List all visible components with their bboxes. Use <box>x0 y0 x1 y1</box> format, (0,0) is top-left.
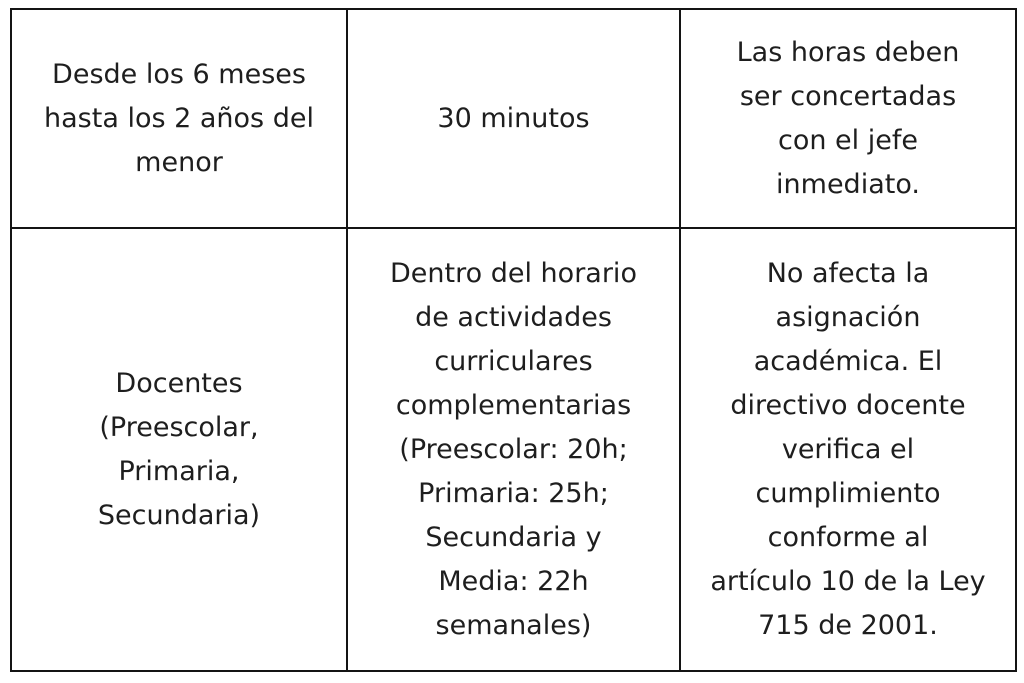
cell-text-line: Primaria, <box>118 455 240 487</box>
cell-duration <box>347 228 680 671</box>
cell-text-line: verifica el <box>781 433 915 465</box>
cell-text-line: Docentes <box>115 367 243 399</box>
cell-text-line: conforme al <box>767 521 929 553</box>
cell-notes <box>680 9 1016 228</box>
cell-text-line: 715 de 2001. <box>758 609 938 641</box>
cell-text-line: Dentro del horario <box>390 257 637 289</box>
cell-text-line: con el jefe <box>778 124 918 156</box>
table-row <box>11 9 1016 228</box>
cell-text-line: No afecta la <box>766 257 930 289</box>
cell-text-line: semanales) <box>435 609 592 641</box>
cell-text-line: ser concertadas <box>739 80 957 112</box>
table-row <box>11 228 1016 671</box>
cell-duration <box>347 9 680 228</box>
cell-text-line: Secundaria y <box>425 521 602 553</box>
cell-text-line: Secundaria) <box>97 499 261 531</box>
cell-text-line: Las horas deben <box>736 36 960 68</box>
cell-text-line: Media: 22h <box>438 565 589 597</box>
cell-text-line: artículo 10 de la Ley <box>710 565 986 597</box>
cell-text-line: Desde los 6 meses <box>52 58 306 90</box>
cell-text-line: cumplimiento <box>755 477 941 509</box>
cell-text-line: 30 minutos <box>437 102 590 134</box>
cell-text-line: curriculares <box>434 345 593 377</box>
cell-text-line: (Preescolar, <box>99 411 259 443</box>
cell-text-line: asignación <box>775 301 921 333</box>
schedule-table <box>10 8 1017 672</box>
cell-text-line: académica. El <box>753 345 943 377</box>
cell-period <box>11 9 347 228</box>
cell-text-line: directivo docente <box>730 389 966 421</box>
cell-text-line: Primaria: 25h; <box>418 477 609 509</box>
cell-text-line: (Preescolar: 20h; <box>399 433 628 465</box>
cell-notes <box>680 228 1016 671</box>
cell-text-line: hasta los 2 años del <box>44 102 314 134</box>
cell-text-line: de actividades <box>415 301 612 333</box>
cell-text-line: menor <box>135 146 223 178</box>
cell-text-line: complementarias <box>395 389 632 421</box>
cell-period <box>11 228 347 671</box>
cell-text-line: inmediato. <box>776 168 920 200</box>
